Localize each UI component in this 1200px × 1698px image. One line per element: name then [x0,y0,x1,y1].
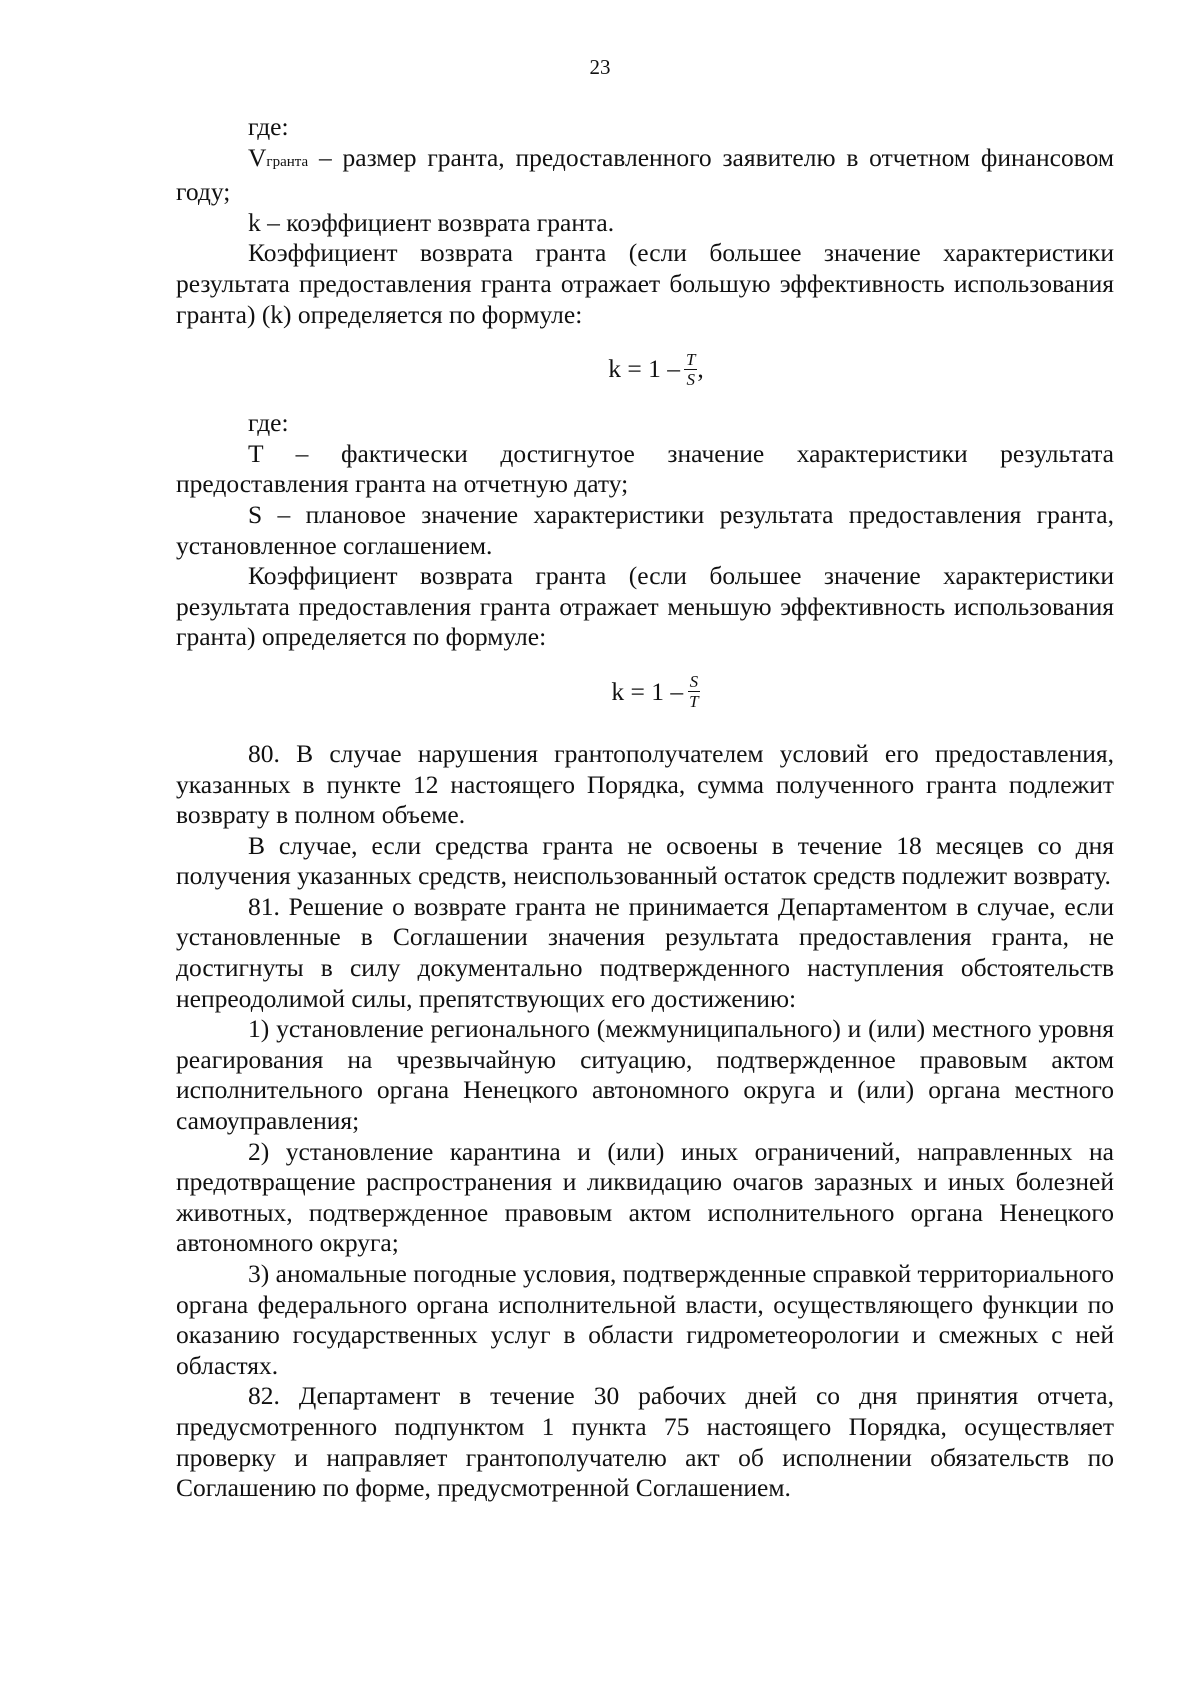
section-81-item-3: 3) аномальные погодные условия, подтвержденные справкой территориального органа федерального органа исполнительной власти, осуществляющего функции по оказанию государственных услуг в области гидрометеорологии и смежных с ней областях. [176,1259,1114,1380]
formula-1-numerator: T [685,349,696,369]
v-subscript: гранта [266,153,309,170]
section-80-b: В случае, если средства гранта не освоены в течение 18 месяцев со дня получения указанных средств, неиспользованный остаток средств подлежит возврату. [176,830,1114,891]
coefficient-paragraph-1: Коэффициент возврата гранта (если большее значение характеристики результата предоставления гранта отражает большую эффективность использования гранта) (k) определяется по формуле: [176,238,1114,329]
coefficient-paragraph-2: Коэффициент возврата гранта (если большее значение характеристики результата предоставления гранта отражает меньшую эффективность использования гранта) определяется по формуле: [176,561,1114,652]
formula-2-denominator: T [689,692,699,712]
formula-1 [176,330,1114,408]
section-81: 81. Решение о возврате гранта не принимается Департаментом в случае, если установленные в Соглашении значения результата предоставления гранта, не достигнуты в силу документально подтвержденного наступления обстоятельств непреодолимой силы, препятствующих его достижению: [176,891,1114,1013]
v-symbol: V [248,142,267,172]
formula-2-fraction [687,672,700,711]
v-grant-definition [176,143,1114,208]
document-body [176,112,1114,1504]
page-number: 23 [589,55,611,79]
section-80: 80. В случае нарушения грантополучателем условий его предоставления, указанных в пункте 12 настоящего Порядка, сумма полученного гранта подлежит возврату в полном объеме. [176,738,1114,830]
k-definition: k – коэффициент возврата гранта. [248,207,615,237]
where-label-2: где: [248,408,289,438]
formula-1-lhs: k = 1 – [608,353,680,383]
section-81-item-1: 1) установление регионального (межмуниципального) и (или) местного уровня реагирования на чрезвычайную ситуацию, подтвержденное правовым актом исполнительного органа Ненецкого автономного округа и (или) органа местного самоуправления; [176,1014,1114,1136]
formula-1-fraction [684,350,697,389]
s-definition: S – плановое значение характеристики результата предоставления гранта, установленное соглашением. [176,499,1114,560]
formula-1-denominator: S [686,369,695,389]
formula-2 [176,653,1114,731]
where-label-1: где: [248,112,289,141]
t-definition: T – фактически достигнутое значение характеристики результата предоставления гранта на отчетную дату; [176,438,1114,499]
formula-1-comma: , [697,353,704,383]
formula-2-numerator: S [689,672,699,692]
v-definition-text: – размер гранта, предоставленного заявителю в отчетном финансовом году; [176,142,1114,207]
section-82: 82. Департамент в течение 30 рабочих дней со дня принятия отчета, предусмотренного подпунктом 1 пункта 75 настоящего Порядка, осуществляет проверку и направляет грантополучателю акт об исполнении обязательств по Соглашению по форме, предусмотренной Соглашением. [176,1381,1114,1503]
section-81-item-2: 2) установление карантина и (или) иных ограничений, направленных на предотвращение распространения и ликвидацию очагов заразных и иных болезней животных, подтвержденное правовым актом исполнительного органа Ненецкого автономного округа; [176,1136,1114,1258]
formula-2-lhs: k = 1 – [611,676,684,706]
